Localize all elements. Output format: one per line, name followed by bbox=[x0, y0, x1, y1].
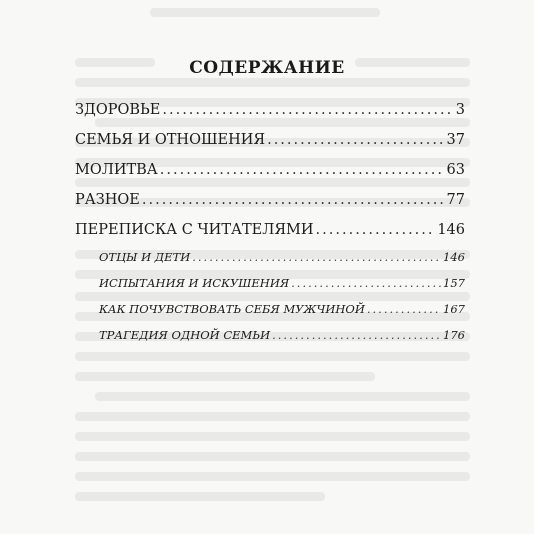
toc-subentry-label: ТРАГЕДИЯ ОДНОЙ СЕМЬИ bbox=[99, 328, 271, 342]
leader-dots bbox=[267, 132, 444, 148]
toc-title: СОДЕРЖАНИЕ bbox=[189, 58, 345, 78]
toc-entry-misc[interactable] bbox=[75, 192, 465, 208]
toc-entry-page: 63 bbox=[446, 162, 465, 178]
toc-entry-label: МОЛИТВА bbox=[75, 162, 158, 178]
toc-subentry-fathers-children[interactable] bbox=[99, 250, 465, 264]
toc-subentry-label: ОТЦЫ И ДЕТИ bbox=[99, 250, 191, 264]
toc-entry-label: РАЗНОЕ bbox=[75, 192, 140, 208]
toc-entry-label: ПЕРЕПИСКА С ЧИТАТЕЛЯМИ bbox=[75, 222, 314, 238]
toc-subentry-page: 167 bbox=[443, 302, 465, 316]
toc-entry-health[interactable] bbox=[75, 102, 465, 118]
toc-subentry-page: 146 bbox=[443, 250, 465, 264]
toc-entry-page: 37 bbox=[446, 132, 465, 148]
toc-entry-page: 77 bbox=[446, 192, 465, 208]
toc-entry-correspondence[interactable] bbox=[75, 222, 465, 238]
leader-dots bbox=[192, 250, 441, 264]
leader-dots bbox=[142, 192, 445, 208]
toc-subentry-label: КАК ПОЧУВСТВОВАТЬ СЕБЯ МУЖЧИНОЙ bbox=[99, 302, 365, 316]
toc-entry-prayer[interactable] bbox=[75, 162, 465, 178]
toc-entry-label: СЕМЬЯ И ОТНОШЕНИЯ bbox=[75, 132, 266, 148]
leader-dots bbox=[160, 162, 445, 178]
toc-entry-family[interactable] bbox=[75, 132, 465, 148]
leader-dots bbox=[367, 302, 441, 316]
toc-subentry-trials[interactable] bbox=[99, 276, 465, 290]
toc-entry-label: ЗДОРОВЬЕ bbox=[75, 102, 161, 118]
leader-dots bbox=[162, 102, 453, 118]
leader-dots bbox=[272, 328, 441, 342]
toc-subentry-tragedy[interactable] bbox=[99, 328, 465, 342]
toc-entry-page: 146 bbox=[437, 222, 465, 238]
toc-subentry-label: ИСПЫТАНИЯ И ИСКУШЕНИЯ bbox=[99, 276, 290, 290]
toc-entry-page: 3 bbox=[455, 102, 465, 118]
leader-dots bbox=[316, 222, 436, 238]
toc-subentry-man[interactable] bbox=[99, 302, 465, 316]
toc-subentry-page: 176 bbox=[443, 328, 465, 342]
leader-dots bbox=[291, 276, 441, 290]
toc-subentry-page: 157 bbox=[443, 276, 465, 290]
